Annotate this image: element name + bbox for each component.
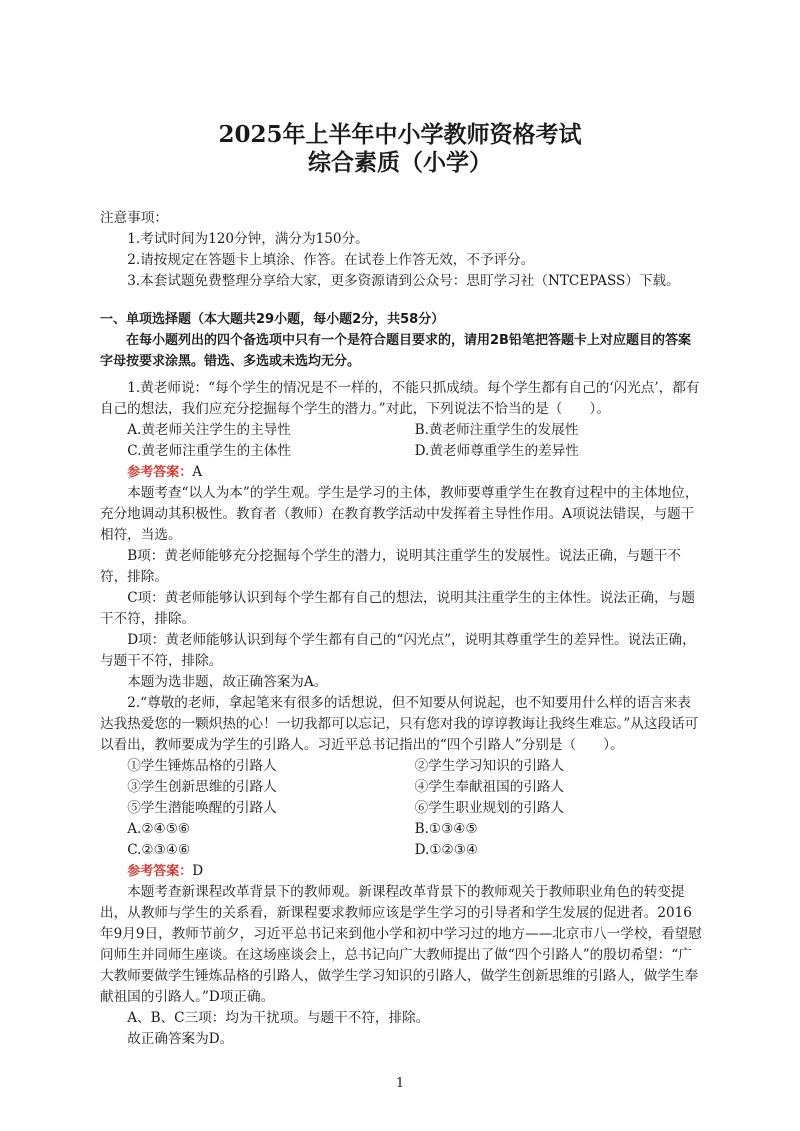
question-stem: 2.“尊敬的老师，拿起笔来有很多的话想说，但不知要从何说起，也不知要用什么样的语言来表达我热爱您的一颗炽热的心！一切我都可以忘记，只有您对我的谆谆教诲让我终生难忘。”从这段话可以看出，教师要成为学生的引路人。习近平总书记指出的“四个引路人”分别是（ ）。 (100, 695, 699, 753)
exam-subtitle: 综合素质（小学） (308, 149, 492, 176)
notice-item: 3.本套试题免费整理分享给大家，更多资源请到公众号：思盯学习社（NTCEPASS）下载。 (127, 273, 680, 289)
option-d: D.黄老师尊重学生的差异性 (414, 443, 579, 459)
answer-line (100, 462, 702, 483)
explanation: C项：黄老师能够认识到每个学生都有自己的想法，说明其注重学生的主体性。说法正确，与题干不符，排除。 (100, 590, 695, 627)
option-c: C.黄老师注重学生的主体性 (127, 443, 291, 459)
section-instruction: 在每小题列出的四个备选项中只有一个是符合题目要求的，请用2B铅笔把答题卡上对应题目的答案字母按要求涂黑。错选、多选或未选均无分。 (100, 333, 691, 369)
section-heading: 一、单项选择题（本大题共29小题，每小题2分，共58分） (100, 312, 445, 327)
option-b: B.黄老师注重学生的发展性 (414, 422, 579, 438)
explanation: 本题考查“以人为本”的学生观。学生是学习的主体，教师要尊重学生在教育过程中的主体地位，充分地调动其积极性。教育者（教师）在教育教学活动中发挥着主导性作用。A项说法错误，与题干相符，当选。 (100, 485, 699, 543)
explanation: A、B、C三项：均为干扰项。与题干不符，排除。 (127, 1010, 430, 1026)
option-a: A.黄老师关注学生的主导性 (127, 422, 291, 438)
notice-item: 2.请按规定在答题卡上填涂、作答。在试卷上作答无效，不予评分。 (127, 252, 535, 268)
option-a: A.②④⑤⑥ (127, 821, 191, 837)
option-c: C.②③④⑥ (127, 842, 191, 858)
answer-value: D (192, 863, 204, 879)
statement-item: ⑤学生潜能唤醒的引路人 (127, 800, 277, 816)
answer-label: 参考答案： (127, 465, 193, 480)
option-d: D.①②③④ (414, 842, 479, 858)
explanation: D项：黄老师能够认识到每个学生都有自己的“闪光点”，说明其尊重学生的差异性。说法正确，与题干不符，排除。 (100, 632, 696, 669)
statement-item: ③学生创新思维的引路人 (127, 779, 277, 795)
statement-item: ⑥学生职业规划的引路人 (414, 800, 565, 816)
explanation: 本题考查新课程改革背景下的教师观。新课程改革背景下的教师观关于教师职业角色的转变提出，从教师与学生的关系看，新课程要求教师应该是学生学习的引导者和学生发展的促进者。2016年9月9日，教师节前夕，习近平总书记来到他小学和初中学习过的地方——北京市八一学校，看望慰问师生并同师生座谈。在这场座谈会上，总书记向广大教师提出了做“四个引路人”的殷切希望：“广大教师要做学生锤炼品格的引路人，做学生学习知识的引路人，做学生创新思维的引路人，做学生奉献祖国的引路人。”D项正确。 (100, 884, 702, 1005)
answer-value: A (192, 464, 203, 480)
notice-heading: 注意事项： (100, 210, 168, 226)
notice-item: 1.考试时间为120分钟，满分为150分。 (127, 231, 369, 247)
explanation: 故正确答案为D。 (127, 1031, 234, 1047)
answer-line (100, 861, 702, 882)
question-stem: 1.黄老师说：“每个学生的情况是不一样的，不能只抓成绩。每个学生都有自己的‘闪光点’，都有自己的想法，我们应充分挖掘每个学生的潜力。”对此，下列说法不恰当的是（ ）。 (100, 380, 700, 417)
option-b: B.①③④⑤ (414, 821, 478, 837)
explanation: 本题为选非题，故正确答案为A。 (127, 674, 328, 690)
page-content (100, 208, 702, 1050)
exam-title: 2025年上半年中小学教师资格考试 (218, 121, 582, 148)
statement-item: ④学生奉献祖国的引路人 (414, 779, 565, 795)
page-number: 1 (395, 1076, 405, 1091)
explanation: B项：黄老师能够充分挖掘每个学生的潜力，说明其注重学生的发展性。说法正确，与题干不符，排除。 (100, 548, 681, 585)
answer-label: 参考答案： (127, 864, 193, 879)
statement-item: ①学生锤炼品格的引路人 (127, 758, 277, 774)
statement-item: ②学生学习知识的引路人 (414, 758, 565, 774)
